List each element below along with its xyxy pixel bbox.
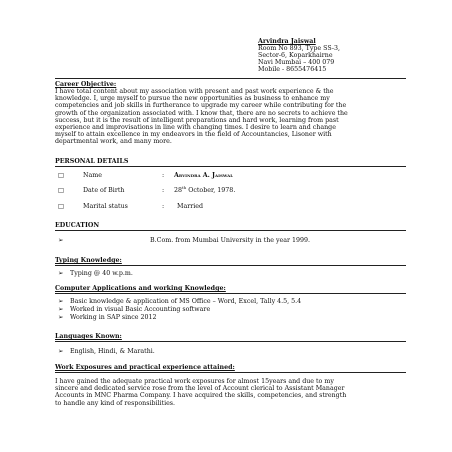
arrow-bullet-icon: ➢ bbox=[58, 270, 64, 277]
section-divider bbox=[55, 166, 406, 167]
work-body bbox=[55, 378, 407, 407]
marital-label: Marital status bbox=[83, 203, 128, 210]
work-line: sincere and dedicated service rose from the level of Account clerical to Assistant Manager bbox=[55, 385, 345, 393]
objective-line: knowledge. I, urge myself to pursue the new opportunities as business to enhance my bbox=[55, 95, 330, 103]
typing-heading: Typing Knowledge: bbox=[55, 257, 122, 264]
objective-line: success, but it is the result of intelligent preparations and hard work, learning from past bbox=[55, 116, 339, 124]
work-line: to handle any kind of responsibilities. bbox=[55, 399, 176, 407]
objective-line: competencies and job skills in furtherance to upgrade my career while contributing for the bbox=[55, 102, 347, 110]
education-line: B.Com. from Mumbai University in the year 1999. bbox=[150, 237, 311, 244]
section-divider bbox=[55, 293, 406, 294]
arrow-bullet-icon: ➢ bbox=[58, 298, 64, 305]
square-bullet-icon: □ bbox=[58, 187, 64, 194]
computer-item: Worked in visual Basic Accounting software bbox=[70, 306, 211, 313]
personal-heading: PERSONAL DETAILS bbox=[55, 158, 129, 165]
work-line: I have gained the adequate practical work exposures for almost 15years and due to my bbox=[55, 378, 334, 385]
section-divider bbox=[55, 78, 406, 79]
colon-separator: : bbox=[162, 187, 165, 194]
candidate-name: Arvindra Jaiswal bbox=[258, 38, 316, 45]
objective-line: experience and improvisations in line with changing times. I desire to learn and change bbox=[55, 124, 336, 132]
address-line: Sector-6, Koparkhairne bbox=[258, 52, 333, 59]
name-value: Arvindra A. Jaiswal bbox=[174, 172, 234, 179]
colon-separator: : bbox=[162, 172, 165, 179]
arrow-bullet-icon: ➢ bbox=[58, 348, 64, 355]
address-line: Navi Mumbai – 400 079 bbox=[258, 59, 335, 66]
section-divider bbox=[55, 265, 406, 266]
arrow-bullet-icon: ➢ bbox=[58, 237, 64, 244]
marital-value: Married bbox=[177, 203, 203, 210]
objective-body bbox=[55, 88, 407, 146]
dob-label: Date of Birth bbox=[83, 187, 125, 194]
computer-item: Basic knowledge & application of MS Office – Word, Excel, Tally 4.5, 5.4 bbox=[70, 298, 302, 305]
section-divider bbox=[55, 372, 406, 373]
objective-heading: Career Objective: bbox=[55, 81, 117, 88]
arrow-bullet-icon: ➢ bbox=[58, 306, 64, 313]
work-line: Accounts in MNC Pharma Company. I have acquired the skills, competencies, and strength bbox=[55, 392, 347, 400]
work-heading: Work Exposures and practical experience attained: bbox=[55, 364, 235, 371]
languages-item: English, Hindi, & Marathi. bbox=[70, 348, 155, 355]
colon-separator: : bbox=[162, 203, 165, 210]
arrow-bullet-icon: ➢ bbox=[58, 314, 64, 321]
name-label: Name bbox=[83, 172, 102, 179]
languages-heading: Languages Known: bbox=[55, 333, 122, 340]
objective-line: I have total content about my association with present and past work experience & the bbox=[55, 88, 334, 95]
objective-line: myself to attain excellence in my endeavors in the field of Accountancies, Lisoner with bbox=[55, 131, 332, 139]
address-line: Room No 893, Type SS-3, bbox=[258, 45, 341, 52]
computer-item: Working in SAP since 2012 bbox=[70, 314, 157, 321]
dob-value: 28th October, 1978. bbox=[174, 184, 236, 194]
education-heading: EDUCATION bbox=[55, 222, 100, 229]
section-divider bbox=[55, 341, 406, 342]
square-bullet-icon: □ bbox=[58, 203, 64, 210]
typing-item: Typing @ 40 w.p.m. bbox=[70, 270, 133, 277]
square-bullet-icon: □ bbox=[58, 172, 64, 179]
objective-line: growth of the organization associated with. I know that, there are no secrets to achieve the bbox=[55, 109, 348, 117]
objective-line: departmental work, and many more. bbox=[55, 138, 172, 146]
section-divider bbox=[55, 230, 406, 231]
computer-heading: Computer Applications and working Knowledge: bbox=[55, 285, 226, 292]
mobile-line: Mobile - 8655476415 bbox=[258, 66, 327, 73]
